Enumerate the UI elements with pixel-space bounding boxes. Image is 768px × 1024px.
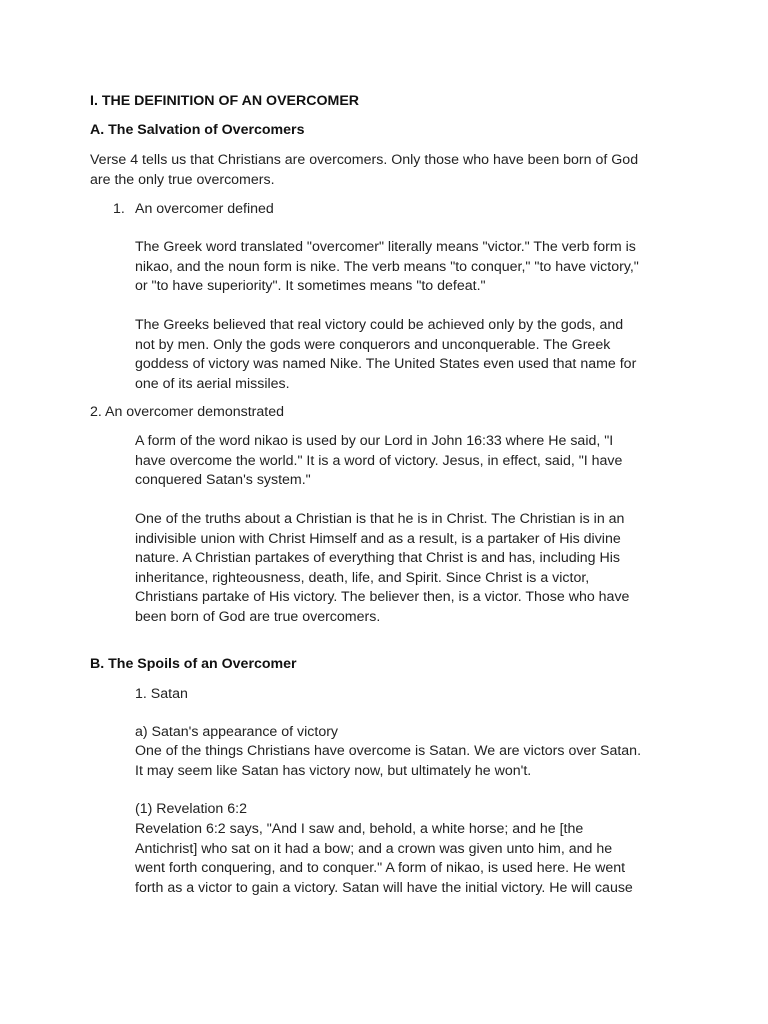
text-line: nikao, and the noun form is nike. The verb means "to conquer," "to have victory," <box>135 258 639 275</box>
text-line: not by men. Only the gods were conquerors and unconquerable. The Greek <box>135 336 611 353</box>
b-item-1a1-title: (1) Revelation 6:2 <box>135 801 247 817</box>
intro-paragraph <box>90 151 670 190</box>
item-2-paragraph-2 <box>135 510 670 628</box>
text-line: have overcome the world." It is a word of victory. Jesus, in effect, said, "I have <box>135 452 623 469</box>
b-item-1a1-paragraph <box>135 820 670 898</box>
text-line: The Greek word translated "overcomer" literally means "victor." The verb form is <box>135 239 636 255</box>
text-line: indivisible union with Christ Himself and as a result, is a partaker of His divine <box>135 530 621 547</box>
item-1-title: An overcomer defined <box>135 201 274 217</box>
b-item-1a-paragraph <box>135 742 670 781</box>
section-heading: I. THE DEFINITION OF AN OVERCOMER <box>90 93 360 109</box>
text-line: Antichrist] who sat on it had a bow; and a crown was given unto him, and he <box>135 840 613 857</box>
item-1-paragraph-2 <box>135 316 670 394</box>
text-line: went forth conquering, and to conquer." A form of nikao, is used here. He went <box>135 860 626 877</box>
text-line: Revelation 6:2 says, "And I saw and, behold, a white horse; and he [the <box>135 821 584 837</box>
text-line: one of its aerial missiles. <box>135 375 290 392</box>
b-item-1-title: 1. Satan <box>135 686 188 702</box>
text-line: A form of the word nikao is used by our Lord in John 16:33 where He said, "I <box>135 433 614 449</box>
item-2-title: 2. An overcomer demonstrated <box>90 404 284 420</box>
item-1-number: 1. <box>113 201 125 217</box>
text-line: One of the truths about a Christian is that he is in Christ. The Christian is in an <box>135 511 625 527</box>
item-1-paragraph-1 <box>135 238 670 297</box>
text-line: One of the things Christians have overcome is Satan. We are victors over Satan. <box>135 743 642 759</box>
text-line: It may seem like Satan has victory now, but ultimately he won't. <box>135 762 532 779</box>
text-line: Christians partake of His victory. The believer then, is a victor. Those who have <box>135 589 630 606</box>
subsection-a-heading: A. The Salvation of Overcomers <box>90 122 305 138</box>
text-line: goddess of victory was named Nike. The United States even used that name for <box>135 356 637 373</box>
item-2-paragraph-1 <box>135 432 670 491</box>
text-line: forth as a victor to gain a victory. Satan will have the initial victory. He will cause <box>135 879 633 896</box>
text-line: are the only true overcomers. <box>90 171 275 188</box>
text-line: been born of God are true overcomers. <box>135 608 381 625</box>
text-line: conquered Satan's system." <box>135 472 311 489</box>
text-line: The Greeks believed that real victory could be achieved only by the gods, and <box>135 317 624 333</box>
text-line: nature. A Christian partakes of everything that Christ is and has, including His <box>135 550 620 567</box>
text-line: inheritance, righteousness, death, life, and Spirit. Since Christ is a victor, <box>135 569 590 586</box>
subsection-b-heading: B. The Spoils of an Overcomer <box>90 656 297 672</box>
text-line: or "to have superiority". It sometimes means "to defeat." <box>135 278 486 295</box>
b-item-1a-title: a) Satan's appearance of victory <box>135 724 339 740</box>
text-line: Verse 4 tells us that Christians are overcomers. Only those who have been born of God <box>90 152 639 168</box>
